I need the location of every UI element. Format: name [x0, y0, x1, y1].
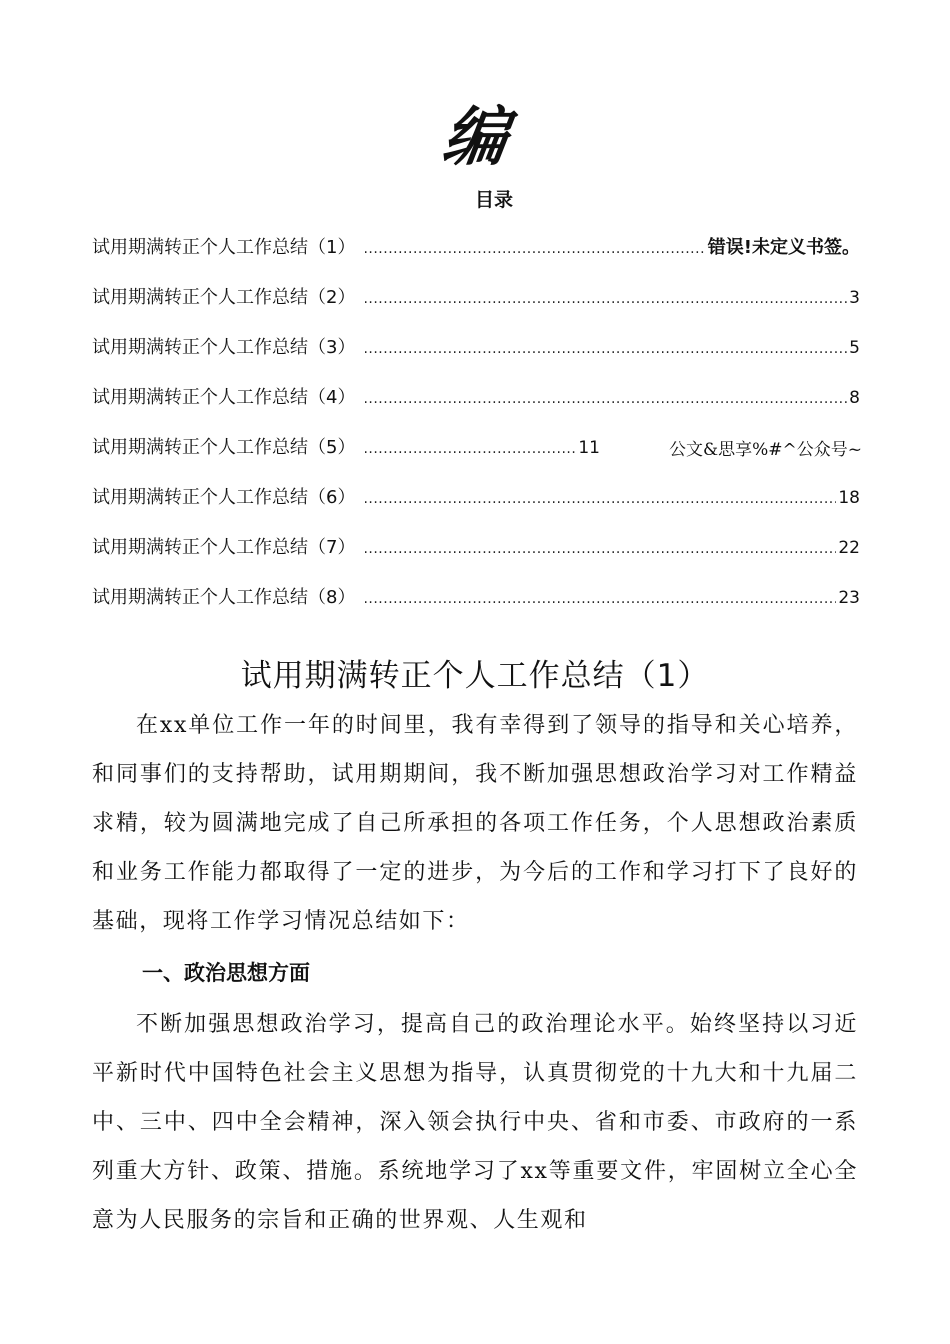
toc-leader-dots [363, 432, 576, 466]
toc-entry-label: 试用期满转正个人工作总结（5） [92, 437, 356, 458]
toc-entry-page: 11 [578, 438, 600, 458]
toc-entry-page: 23 [838, 588, 860, 608]
toc-leader-dots [363, 482, 836, 516]
toc-entry-page: 3 [849, 288, 860, 308]
toc-entry[interactable] [92, 281, 860, 315]
toc-entry[interactable] [92, 481, 860, 515]
toc-entry[interactable] [92, 381, 860, 415]
section-paragraph: 不断加强思想政治学习，提高自己的政治理论水平。始终坚持以习近平新时代中国特色社会主义思想为指导，认真贯彻党的十九大和十九届二中、三中、四中全会精神，深入领会执行中央、省和市委、市政府的一系列重大方针、政策、措施。系统地学习了xx等重要文件，牢固树立全心全意为人民服务的宗旨和正确的世界观、人生观和 [92, 1012, 858, 1233]
toc-leader-dots [363, 382, 847, 416]
toc-entry-label: 试用期满转正个人工作总结（6） [92, 487, 356, 508]
toc-entry-label: 试用期满转正个人工作总结（8） [92, 587, 356, 608]
toc-leader-dots [363, 232, 705, 266]
toc-entry-page: 5 [849, 338, 860, 358]
toc-entry-page: 22 [838, 538, 860, 558]
toc-entry[interactable] [92, 431, 600, 465]
toc-title: 目录 [474, 189, 513, 211]
toc-entry-label: 试用期满转正个人工作总结（1） [92, 237, 356, 258]
document-title: 试用期满转正个人工作总结（1） [240, 658, 710, 694]
toc-leader-dots [363, 532, 836, 566]
toc-entry-label: 试用期满转正个人工作总结（4） [92, 387, 356, 408]
intro-paragraph: 在xx单位工作一年的时间里，我有幸得到了领导的指导和关心培养，和同事们的支持帮助，试用期期间，我不断加强思想政治学习对工作精益求精，较为圆满地完成了自己所承担的各项工作任务，个人思想政治素质和业务工作能力都取得了一定的进步，为今后的工作和学习打下了良好的基础，现将工作学习情况总结如下： [92, 713, 858, 934]
toc-entry[interactable] [92, 581, 860, 615]
toc-entry-page: 8 [849, 388, 860, 408]
calligraphy-logo: 编 [437, 100, 513, 175]
toc-entry-label: 试用期满转正个人工作总结（3） [92, 337, 356, 358]
toc-entry[interactable] [92, 531, 860, 565]
section-heading: 一、政治思想方面 [142, 961, 310, 985]
toc-entry-label: 试用期满转正个人工作总结（2） [92, 287, 356, 308]
toc-entry[interactable] [92, 331, 860, 365]
toc-entry-label: 试用期满转正个人工作总结（7） [92, 537, 356, 558]
watermark-text: 公文&思享%#^公众号~ [668, 440, 862, 460]
toc-entry[interactable] [92, 231, 860, 265]
toc-entry-page: 错误!未定义书签。 [707, 237, 860, 258]
toc-entry-page: 18 [838, 488, 860, 508]
toc-leader-dots [363, 582, 836, 616]
toc-leader-dots [363, 332, 847, 366]
toc-leader-dots [363, 282, 847, 316]
